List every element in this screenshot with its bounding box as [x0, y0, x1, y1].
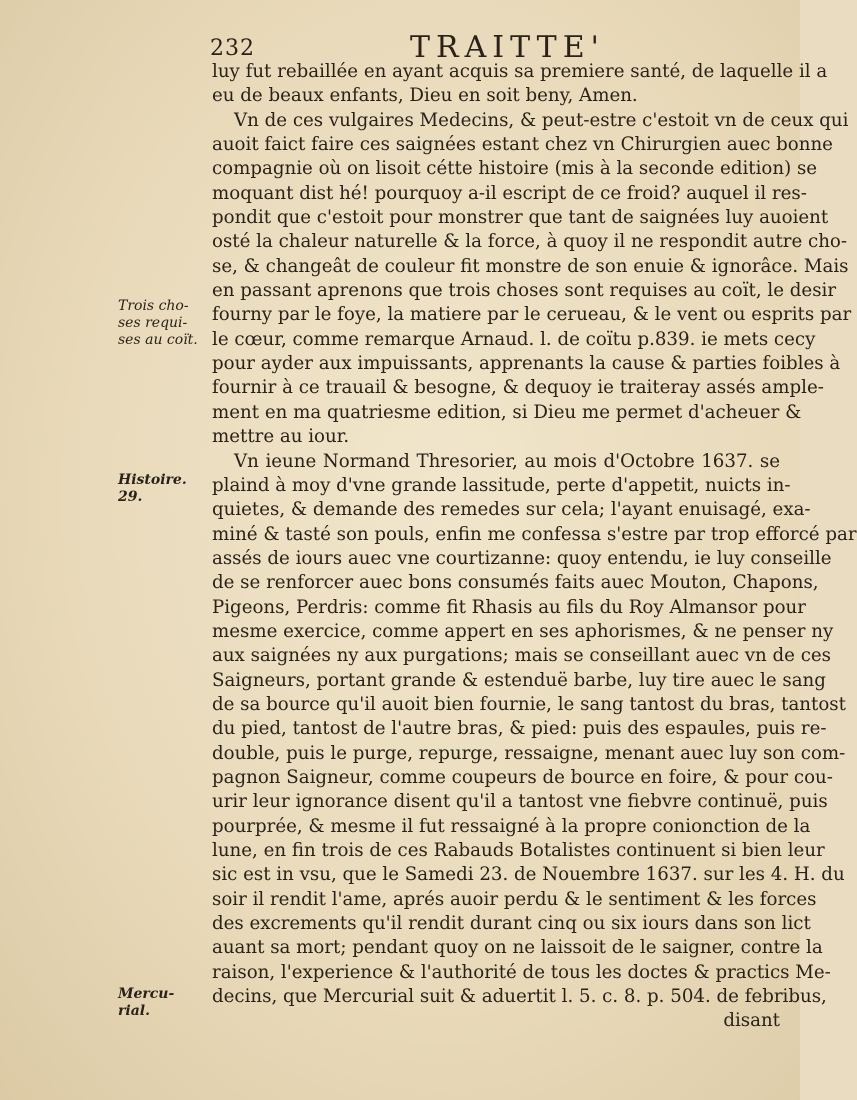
text-line: quietes, & demande des remedes sur cela; l'ayant enuisagé, exa-: [212, 499, 811, 521]
text-line: lune, en fin trois de ces Rabauds Botalistes continuent si bien leur: [212, 840, 825, 861]
text-line: pagnon Saigneur, comme coupeurs de bource en foire, & pour cou-: [212, 766, 833, 788]
text-line: Vn de ces vulgaires Medecins, & peut-estre c'estoit vn de ceux qui: [234, 109, 849, 131]
text-line: plaind à moy d'vne grande lassitude, perte d'appetit, nuicts in-: [212, 474, 791, 496]
text-line: double, puis le purge, repurge, ressaigne, menant auec luy son com-: [212, 742, 846, 764]
text-line: soir il rendit l'ame, aprés auoir perdu & le sentiment & les forces: [212, 888, 817, 910]
text-line: en passant aprenons que trois choses sont requises au coït, le desir: [212, 280, 837, 302]
margin-note-trois-choses: [118, 298, 198, 349]
text-line: Pigeons, Perdris: comme fit Rhasis au fils du Roy Almansor pour: [212, 596, 806, 618]
text-line: Vn ieune Normand Thresorier, au mois d'Octobre 1637. se: [234, 450, 780, 472]
text-line: decins, que Mercurial suit & aduertit l. 5. c. 8. p. 504. de febribus,: [212, 986, 827, 1008]
text-line: fournir à ce trauail & besogne, & dequoy ie traiteray assés ample-: [212, 377, 824, 399]
text-line: mettre au iour.: [212, 426, 350, 448]
text-line: aux saignées ny aux purgations; mais se conseillant auec vn de ces: [212, 645, 831, 667]
body-text: [212, 60, 857, 1034]
text-line: Saigneurs, portant grande & estenduë barbe, luy tire auec le sang: [212, 669, 826, 691]
margin-note-line: Histoire.: [118, 472, 187, 488]
text-line: auoit faict faire ces saignées estant chez vn Chirurgien auec bonne: [212, 134, 833, 156]
text-line: moquant dist hé! pourquoy a-il escript de ce froid? auquel il res-: [212, 182, 807, 204]
running-title: TRAITTE': [410, 30, 605, 65]
text-line: de sa bource qu'il auoit bien fournie, le sang tantost du bras, tantost: [212, 693, 846, 715]
text-line: pondit que c'estoit pour monstrer que tant de saignées luy auoient: [212, 207, 829, 229]
text-line: se, & changeât de couleur fit monstre de son enuie & ignorâce. Mais: [212, 255, 849, 277]
margin-note-line: ses requi-: [118, 315, 188, 331]
text-line: le cœur, comme remarque Arnaud. l. de coïtu p.839. ie mets cecy: [212, 328, 816, 350]
text-line: assés de iours auec vne courtizanne: quoy entendu, ie luy conseille: [212, 547, 832, 569]
margin-note-mercurial: [118, 986, 174, 1020]
margin-note-line: ses au coït.: [118, 332, 198, 348]
text-line: des excrements qu'il rendit durant cinq ou six iours dans son lict: [212, 913, 811, 935]
margin-note-line: rial.: [118, 1003, 150, 1019]
text-line: pour ayder aux impuissants, apprenants la cause & parties foibles à: [212, 353, 841, 375]
text-line: compagnie où on lisoit cétte histoire (mis à la seconde edition) se: [212, 158, 818, 180]
text-line: sic est in vsu, que le Samedi 23. de Nouembre 1637. sur les 4. H. du: [212, 864, 845, 886]
text-line: du pied, tantost de l'autre bras, & pied: puis des espaules, puis re-: [212, 718, 827, 740]
text-line: de se renforcer auec bons consumés faits auec Mouton, Chapons,: [212, 572, 819, 594]
text-line: ment en ma quatriesme edition, si Dieu me permet d'acheuer &: [212, 401, 802, 423]
text-line: miné & tasté son pouls, enfin me confessa s'estre par trop efforcé par: [212, 523, 857, 545]
text-line: mesme exercice, comme appert en ses aphorismes, & ne penser ny: [212, 620, 834, 642]
page-header: [210, 28, 770, 64]
text-line: fourny par le foye, la matiere par le cerueau, & le vent ou esprits par: [212, 304, 852, 326]
page-number: 232: [210, 36, 255, 61]
text-line: luy fut rebaillée en ayant acquis sa premiere santé, de laquelle il a: [212, 61, 828, 82]
text-line: auant sa mort; pendant quoy on ne laissoit de le saigner, contre la: [212, 937, 823, 959]
margin-note-line: 29.: [118, 489, 143, 505]
text-line: eu de beaux enfants, Dieu en soit beny, Amen.: [212, 85, 638, 107]
margin-note-histoire: [118, 472, 187, 506]
margin-note-line: Mercu-: [118, 986, 175, 1002]
text-line: raison, l'experience & l'authorité de tous les doctes & practics Me-: [212, 961, 831, 983]
text-line: pourprée, & mesme il fut ressaigné à la propre conionction de la: [212, 815, 811, 837]
margin-note-line: Trois cho-: [118, 298, 189, 314]
text-line: osté la chaleur naturelle & la force, à quoy il ne respondit autre cho-: [212, 231, 848, 253]
text-line: urir leur ignorance disent qu'il a tantost vne fiebvre continuë, puis: [212, 791, 828, 813]
text-line: disant: [723, 1010, 780, 1032]
